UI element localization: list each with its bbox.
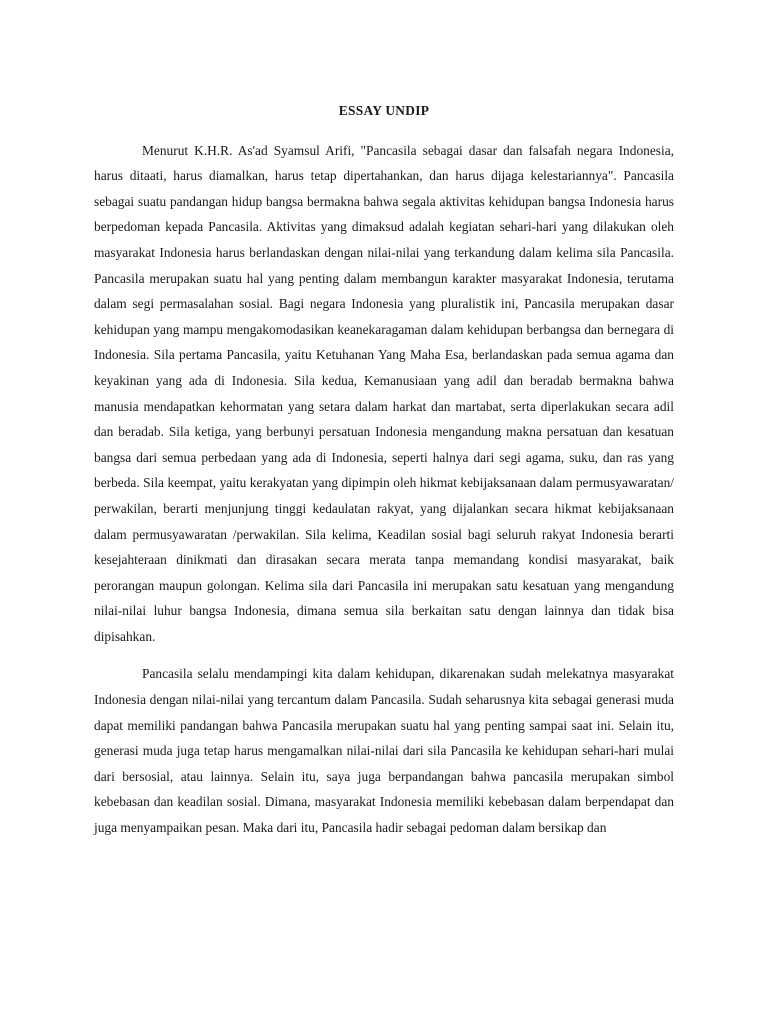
document-title: ESSAY UNDIP [338, 103, 430, 118]
paragraph-1: Menurut K.H.R. As'ad Syamsul Arifi, "Pancasila sebagai dasar dan falsafah negara Indonesia, harus ditaati, harus diamalkan, harus tetap dipertahankan, dan harus dijaga kelestariannya". Pancasila sebagai suatu pandangan hidup bangsa bermakna bahwa segala aktivitas kehidupan bangsa Indonesia harus berpedoman kepada Pancasila. Aktivitas yang dimaksud adalah kegiatan sehari-hari yang dilakukan oleh masyarakat Indonesia harus berlandaskan dengan nilai-nilai yang terkandung dalam kelima sila Pancasila. Pancasila merupakan suatu hal yang penting dalam membangun karakter masyarakat Indonesia, terutama dalam segi permasalahan sosial. Bagi negara Indonesia yang pluralistik ini, Pancasila merupakan dasar kehidupan yang mampu mengakomodasikan keanekaragaman dalam kehidupan berbangsa dan bernegara di Indonesia. Sila pertama Pancasila, yaitu Ketuhanan Yang Maha Esa, berlandaskan pada semua agama dan keyakinan yang ada di Indonesia. Sila kedua, Kemanusiaan yang adil dan beradab bermakna bahwa manusia mendapatkan kehormatan yang setara dalam harkat dan martabat, serta diperlakukan secara adil dan beradab. Sila ketiga, yang berbunyi persatuan Indonesia mengandung makna persatuan dan kesatuan bangsa dari semua perbedaan yang ada di Indonesia, seperti halnya dari segi agama, suku, dan ras yang berbeda. Sila keempat, yaitu kerakyatan yang dipimpin oleh hikmat kebijaksanaan dalam permusyawaratan/ perwakilan, berarti menjunjung tinggi kedaulatan rakyat, yang dijalankan secara hikmat kebijaksanaan dalam permusyawaratan /perwakilan. Sila kelima, Keadilan sosial bagi seluruh rakyat Indonesia berarti kesejahteraan dinikmati dan dirasakan secara merata tanpa memandang kondisi masyarakat, baik perorangan maupun golongan. Kelima sila dari Pancasila ini merupakan satu kesatuan yang mengandung nilai-nilai luhur bangsa Indonesia, dimana semua sila berkaitan satu dengan lainnya dan tidak bisa dipisahkan. [94, 142, 674, 644]
paragraph-2: Pancasila selalu mendampingi kita dalam kehidupan, dikarenakan sudah melekatnya masyarakat Indonesia dengan nilai-nilai yang tercantum dalam Pancasila. Sudah seharusnya kita sebagai generasi muda dapat memiliki pandangan bahwa Pancasila merupakan suatu hal yang penting sampai saat ini. Selain itu, generasi muda juga tetap harus mengamalkan nilai-nilai dari sila Pancasila ke kehidupan sehari-hari mulai dari bersosial, atau lainnya. Selain itu, saya juga berpandangan bahwa pancasila merupakan simbol kebebasan dan keadilan sosial. Dimana, masyarakat Indonesia memiliki kebebasan dalam berpendapat dan juga menyampaikan pesan. Maka dari itu, Pancasila hadir sebagai pedoman dalam bersikap dan [94, 666, 674, 836]
document-body [94, 98, 674, 853]
